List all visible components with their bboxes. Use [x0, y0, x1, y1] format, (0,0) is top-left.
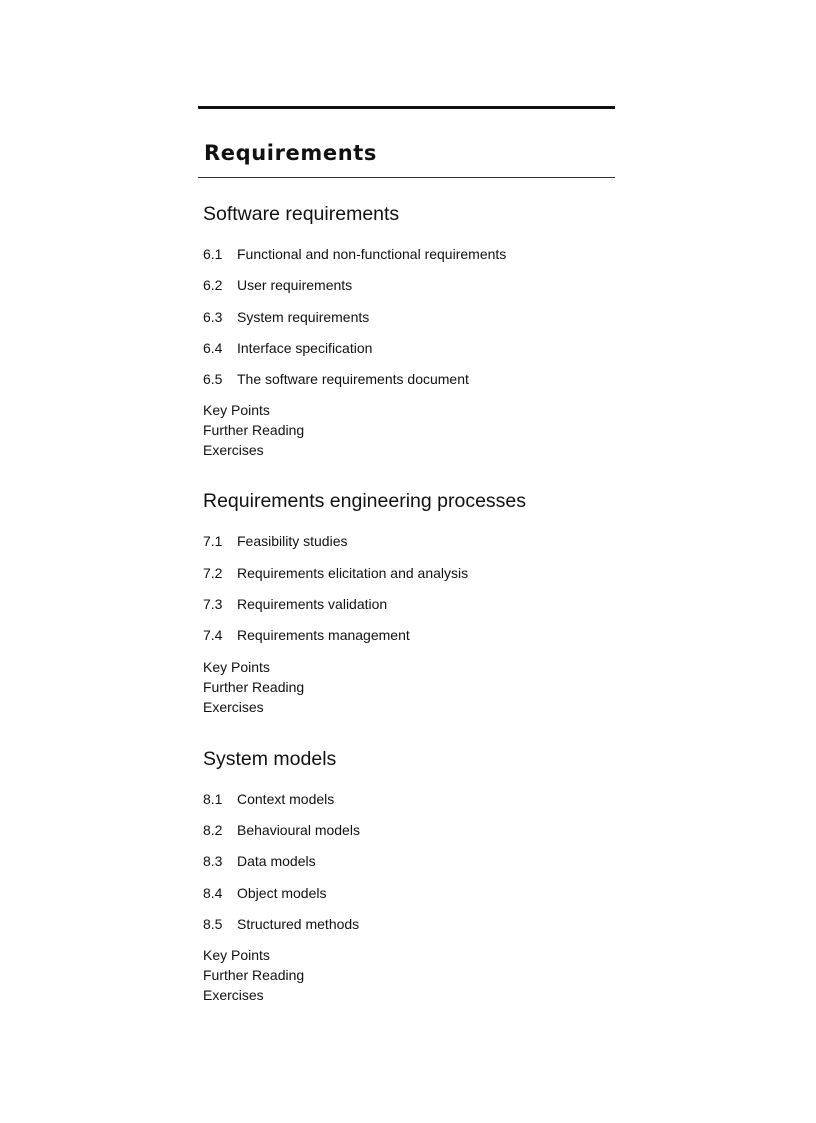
further-reading-item[interactable]: Further Reading	[203, 967, 305, 984]
section-number: 6.1	[203, 246, 223, 262]
section-label: Interface specification	[237, 339, 373, 356]
section-number: 6.4	[203, 339, 223, 356]
title-rule	[198, 177, 615, 178]
section-number: 7.1	[203, 533, 223, 550]
section-label: Context models	[237, 790, 335, 807]
section-number: 8.1	[203, 790, 223, 807]
section-label: Feasibility studies	[237, 533, 348, 550]
section-item[interactable]	[203, 339, 615, 370]
exercises-item[interactable]: Exercises	[203, 987, 264, 1004]
section-label: Requirements elicitation and analysis	[237, 564, 469, 581]
section-label: Requirements validation	[237, 596, 388, 613]
section-list	[203, 245, 615, 401]
section-number: 7.4	[203, 627, 223, 644]
section-label: The software requirements document	[237, 371, 469, 388]
section-number: 7.3	[203, 596, 223, 613]
exercises-item[interactable]: Exercises	[203, 698, 264, 715]
end-matter-list	[203, 401, 615, 461]
section-item[interactable]	[203, 821, 615, 852]
further-reading-item[interactable]: Further Reading	[203, 422, 305, 439]
section-item[interactable]	[203, 884, 615, 915]
key-points-item[interactable]: Key Points	[203, 947, 270, 964]
section-item[interactable]	[203, 595, 615, 626]
further-reading-item[interactable]: Further Reading	[203, 678, 305, 695]
section-number: 7.2	[203, 564, 223, 581]
part-title: Requirements	[204, 141, 378, 165]
chapter-title: System models	[203, 747, 337, 770]
section-list	[203, 790, 615, 946]
section-label: Requirements management	[237, 627, 410, 644]
section-item[interactable]	[203, 564, 615, 595]
chapter-title: Software requirements	[203, 203, 400, 225]
chapter-software-requirements	[203, 202, 615, 461]
section-number: 8.2	[203, 821, 223, 838]
section-number: 8.4	[203, 884, 223, 901]
key-points-item[interactable]: Key Points	[203, 402, 270, 419]
section-item[interactable]	[203, 308, 615, 339]
section-item[interactable]	[203, 915, 615, 946]
chapter-title: Requirements engineering processes	[203, 490, 527, 513]
section-number: 8.3	[203, 853, 223, 870]
section-item[interactable]	[203, 852, 615, 883]
section-item[interactable]	[203, 790, 615, 821]
section-label: System requirements	[237, 308, 370, 325]
section-number: 6.3	[203, 308, 223, 325]
section-item[interactable]	[203, 245, 615, 276]
exercises-item[interactable]: Exercises	[203, 442, 264, 459]
key-points-item[interactable]: Key Points	[203, 658, 270, 675]
chapter-requirements-engineering-processes	[203, 489, 615, 717]
end-matter-list	[203, 946, 615, 1006]
section-label: Data models	[237, 853, 316, 870]
section-item[interactable]	[203, 276, 615, 307]
top-rule	[198, 106, 615, 109]
section-number: 8.5	[203, 915, 223, 932]
section-label: User requirements	[237, 277, 353, 294]
chapter-system-models	[203, 747, 615, 1006]
section-list	[203, 532, 615, 657]
contents-page	[198, 106, 615, 1006]
section-label: Functional and non-functional requirements	[237, 246, 507, 262]
section-label: Object models	[237, 884, 327, 901]
section-item[interactable]	[203, 532, 615, 563]
end-matter-list	[203, 658, 615, 718]
section-label: Structured methods	[237, 915, 360, 932]
section-item[interactable]	[203, 626, 615, 657]
section-number: 6.5	[203, 371, 223, 388]
section-item[interactable]	[203, 370, 615, 401]
section-number: 6.2	[203, 277, 223, 294]
section-label: Behavioural models	[237, 821, 360, 838]
